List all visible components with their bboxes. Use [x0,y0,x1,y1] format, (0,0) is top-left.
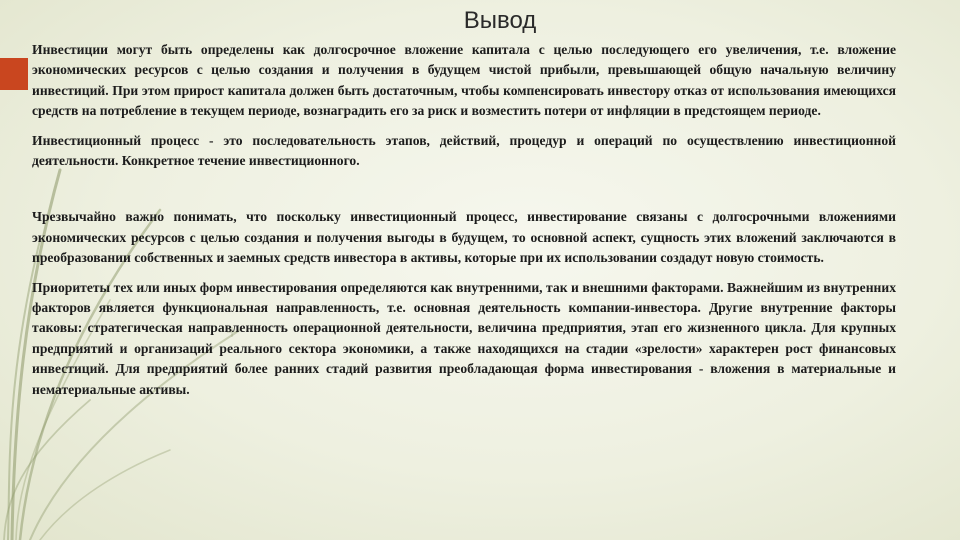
paragraph-investment-process: Инвестиционный процесс - это последовательность этапов, действий, процедур и операций по осуществлению инвестиционной деятельности. Конкретное течение инвестиционного. [32,132,896,169]
paragraph-long-term-investments: Чрезвычайно важно понимать, что поскольку инвестиционный процесс, инвестирование связаны с долгосрочными вложениями экономических ресурсов с целью создания и получения выгоды в будущем, то основной аспект, сущность этих вложений заключаются в преобразовании собственных и заемных средств инвестора в активы, которые при их использовании создадут новую стоимость. [32,209,896,266]
slide-content [32,40,896,400]
paragraph-investment-priorities: Приоритеты тех или иных форм инвестирования определяются как внутренними, так и внешними факторами. Важнейшим из внутренних факторов является функциональная направленность, т.е. основная деятельность компании-инвестора. Другие внутренние факторы таковы: стратегическая направленность операционной деятельности, величина предприятия, этап его жизненного цикла. Для крупных предприятий и организаций реального сектора экономики, а также находящихся на стадии «зрелости» характерен рост финансовых инвестиций. Для предприятий более ранних стадий развития преобладающая форма инвестирования - вложения в материальные и нематериальные активы. [32,279,896,397]
paragraph-investments-definition: Инвестиции могут быть определены как долгосрочное вложение капитала с целью последующего его увеличения, т.е. вложение экономических ресурсов с целью создания и получения в будущем чистой прибыли, превышающей общую начальную величину инвестиций. При этом прирост капитала должен быть достаточным, чтобы компенсировать инвестору отказ от использования имеющихся средств на потребление в текущем периоде, вознаградить его за риск и возместить потери от инфляции в предстоящем периоде. [32,42,896,119]
accent-bar [0,58,28,90]
grass-blade [40,450,170,540]
slide-title: Вывод [463,7,537,34]
